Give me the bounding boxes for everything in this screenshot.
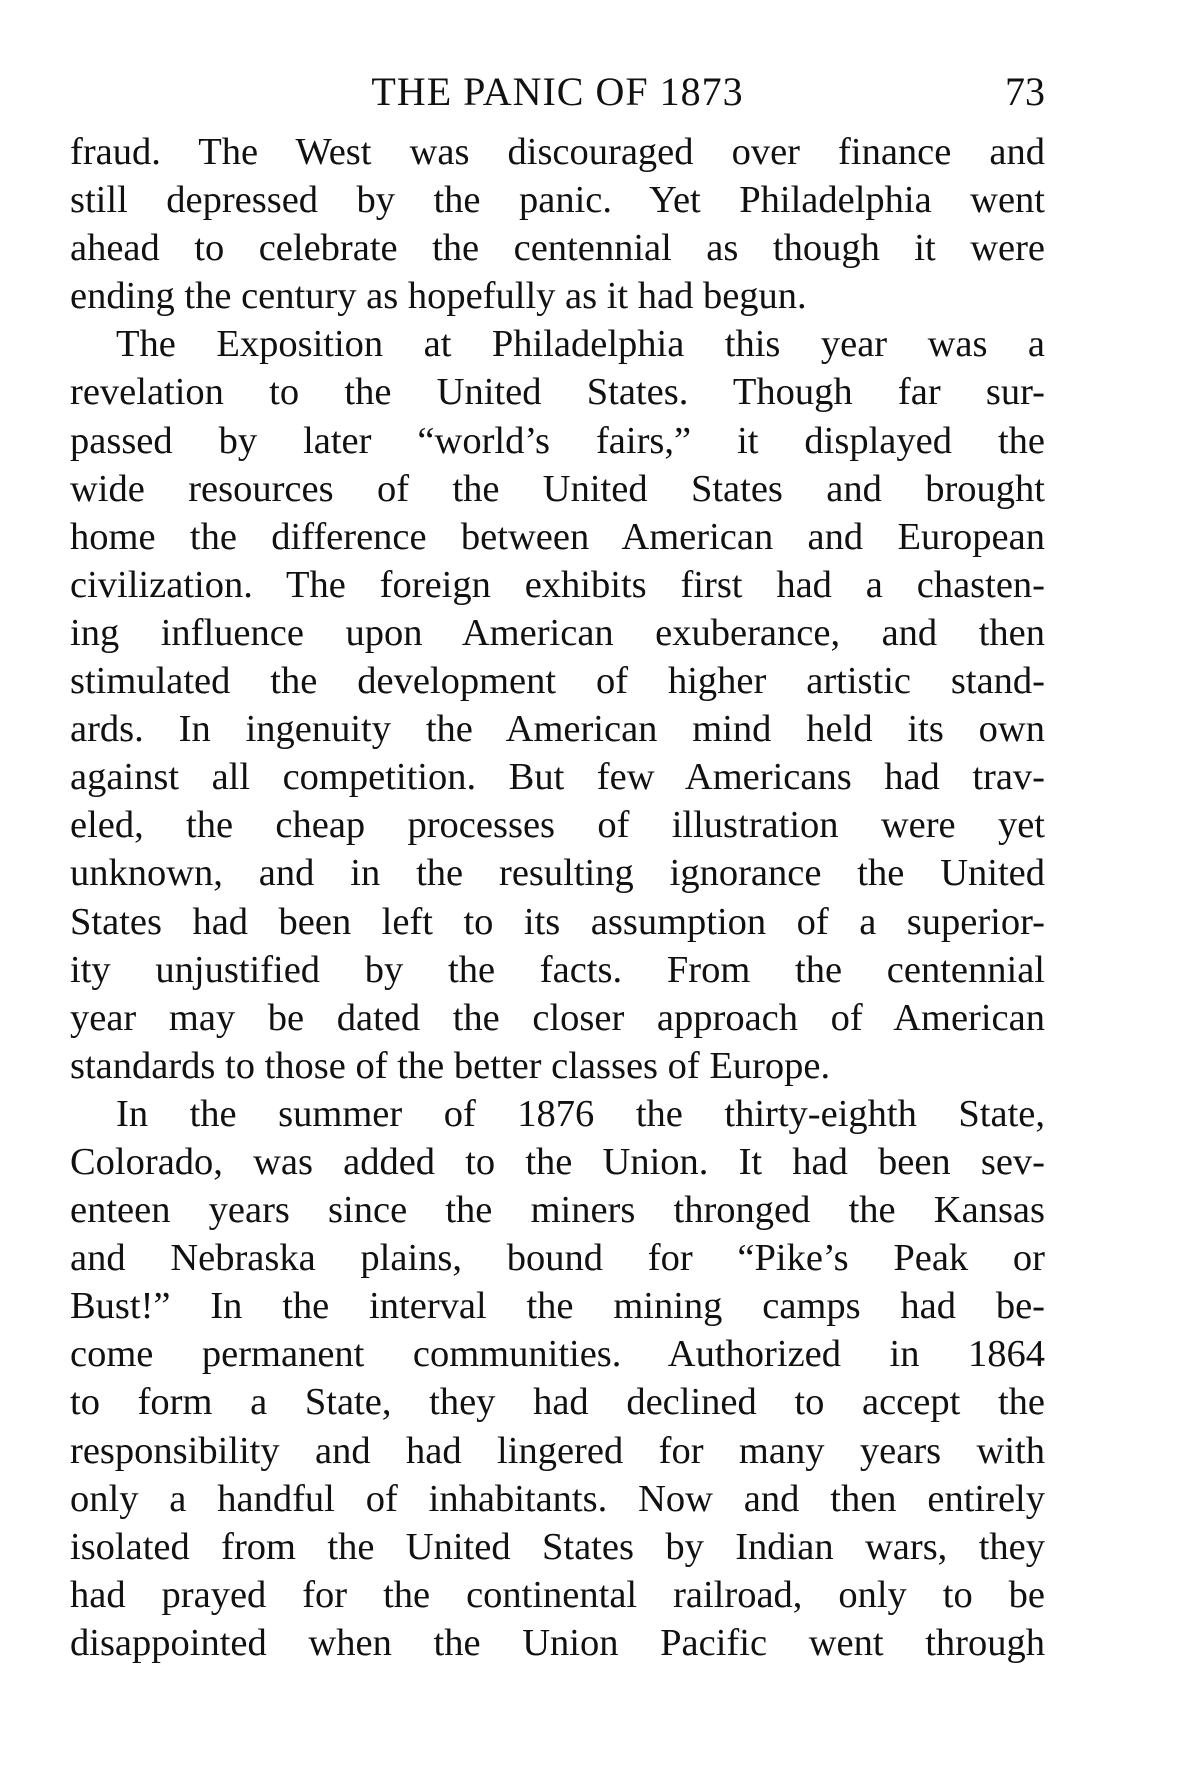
text-line: ending the century as hopefully as it had begun. <box>70 275 807 318</box>
text-line: enteen years since the miners thronged the Kansas <box>70 1189 1045 1232</box>
text-line: against all competition. But few Americans had trav- <box>70 756 1045 799</box>
text-line: passed by later “world’s fairs,” it displayed the <box>70 419 1045 462</box>
text-line: disappointed when the Union Pacific went through <box>70 1621 1045 1664</box>
text-line: come permanent communities. Authorized in 1864 <box>70 1333 1045 1376</box>
text-line: had prayed for the continental railroad, only to be <box>70 1573 1045 1616</box>
text-line: year may be dated the closer approach of American <box>70 996 1045 1039</box>
text-line: States had been left to its assumption of a superior- <box>70 900 1045 943</box>
text-line: wide resources of the United States and brought <box>70 467 1045 510</box>
text-line: home the difference between American and European <box>70 515 1045 558</box>
text-line: The Exposition at Philadelphia this year was a <box>116 323 1045 366</box>
text-line: eled, the cheap processes of illustration were yet <box>70 804 1045 847</box>
page-number: 73 <box>1005 69 1045 114</box>
text-line: standards to those of the better classes of Europe. <box>70 1044 831 1087</box>
running-title: THE PANIC OF 1873 <box>371 69 744 114</box>
text-line: to form a State, they had declined to accept the <box>70 1381 1045 1424</box>
text-line: In the summer of 1876 the thirty-eighth State, <box>116 1092 1045 1135</box>
text-line: stimulated the development of higher artistic stand- <box>70 660 1045 703</box>
text-line: revelation to the United States. Though far sur- <box>70 371 1045 414</box>
text-line: responsibility and had lingered for many years with <box>70 1429 1045 1472</box>
text-line: unknown, and in the resulting ignorance the United <box>70 852 1045 895</box>
body-text <box>70 128 1045 1667</box>
text-line: fraud. The West was discouraged over finance and <box>70 131 1045 173</box>
text-line: and Nebraska plains, bound for “Pike’s Peak or <box>70 1237 1045 1280</box>
text-line: isolated from the United States by Indian wars, they <box>70 1525 1045 1568</box>
text-line: ity unjustified by the facts. From the centennial <box>70 948 1045 991</box>
text-line: still depressed by the panic. Yet Philadelphia went <box>70 179 1045 222</box>
text-line: Bust!” In the interval the mining camps had be- <box>70 1285 1045 1328</box>
text-line: civilization. The foreign exhibits first had a chasten- <box>70 563 1045 606</box>
text-line: ing influence upon American exuberance, and then <box>70 611 1045 654</box>
text-line: only a handful of inhabitants. Now and then entirely <box>70 1477 1045 1520</box>
text-line: ards. In ingenuity the American mind held its own <box>70 708 1045 751</box>
running-head <box>70 62 1045 122</box>
text-line: Colorado, was added to the Union. It had been sev- <box>70 1140 1045 1183</box>
text-line: ahead to celebrate the centennial as though it were <box>70 227 1045 270</box>
